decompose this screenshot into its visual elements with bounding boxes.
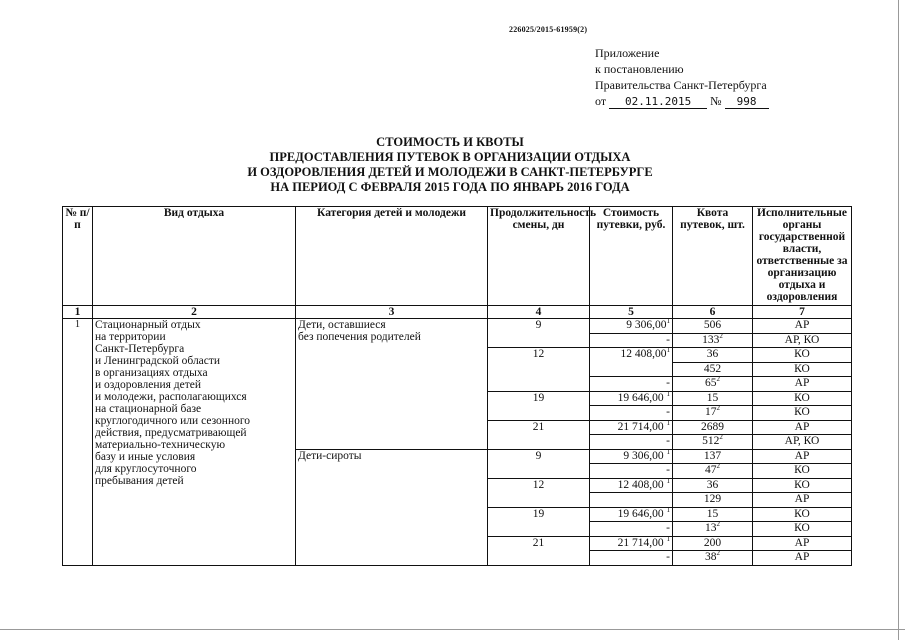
price-value: - <box>666 551 670 563</box>
price-value: 19 646,00 <box>617 507 667 520</box>
duration-cell: 19 <box>488 507 590 536</box>
quota-value: 200 <box>703 536 722 549</box>
header-row <box>63 207 852 306</box>
resolution-date: 02.11.2015 <box>609 96 707 109</box>
col-number-3: 3 <box>296 306 488 319</box>
price-value: 21 714,00 <box>617 420 667 433</box>
col-number-7: 7 <box>753 306 852 319</box>
quota-value: 129 <box>703 493 722 505</box>
authority-cell: КО <box>753 464 852 479</box>
quota-cell <box>673 551 753 566</box>
price-value: 21 714,00 <box>617 536 667 549</box>
quota-footnote: 2 <box>719 331 723 340</box>
price-value: 9 306,00 <box>626 319 667 331</box>
quota-cell <box>673 362 753 377</box>
quota-value: 2689 <box>701 420 724 433</box>
appendix-line-2: к постановлению <box>595 62 684 76</box>
header-quota: Квота путевок, шт. <box>673 207 753 306</box>
quota-table <box>62 206 852 566</box>
col-number-4: 4 <box>488 306 590 319</box>
price-footnote: 1 <box>666 346 670 355</box>
price-footnote: 1 <box>666 447 670 456</box>
quota-cell <box>673 493 753 508</box>
price-cell <box>590 522 673 537</box>
quota-footnote: 2 <box>716 520 720 529</box>
appendix-line-1: Приложение <box>595 46 660 60</box>
price-value: 12 408,00 <box>620 348 667 360</box>
quota-cell <box>673 435 753 450</box>
quota-cell <box>673 536 753 551</box>
quota-value: 36 <box>706 348 719 360</box>
price-cell <box>590 435 673 450</box>
price-footnote: 1 <box>666 389 670 398</box>
quota-value: 15 <box>706 507 719 520</box>
quota-cell <box>673 406 753 421</box>
rest-kind: Стационарный отдых на территории Санкт-Петербурга и Ленинградской области в организациях отдыха и оздоровления детей и молодежи, располагающихся на стационарной базе круглогодичного или сезонного действия, предусматривающей материально-техническую базу и иные условия для круглосуточного пребывания детей <box>93 319 296 566</box>
price-value: 19 646,00 <box>617 391 667 404</box>
date-prefix: от <box>595 94 607 108</box>
quota-cell <box>673 522 753 537</box>
price-cell <box>590 449 673 464</box>
quota-cell <box>673 377 753 392</box>
price-cell <box>590 536 673 551</box>
appendix-line-3: Правительства Санкт-Петербурга <box>595 78 767 92</box>
duration-cell: 21 <box>488 536 590 565</box>
quota-value: 133 <box>702 333 720 346</box>
price-cell <box>590 319 673 334</box>
price-value: - <box>666 435 670 447</box>
header-kind: Вид отдыха <box>93 207 296 306</box>
price-cell <box>590 377 673 392</box>
header-price: Стоимость путевки, руб. <box>590 207 673 306</box>
quota-value: 452 <box>703 362 722 375</box>
price-cell <box>590 406 673 421</box>
col-number-1: 1 <box>63 306 93 319</box>
price-cell <box>590 464 673 479</box>
price-footnote: 1 <box>666 476 670 485</box>
price-footnote: 1 <box>666 534 670 543</box>
authority-cell: АР <box>753 420 852 435</box>
price-value: - <box>666 333 670 346</box>
duration-cell: 12 <box>488 348 590 392</box>
quota-footnote: 2 <box>716 375 720 384</box>
authority-cell: КО <box>753 348 852 363</box>
col-number-2: 2 <box>93 306 296 319</box>
quota-value: 137 <box>703 449 722 462</box>
price-cell <box>590 348 673 377</box>
quota-value: 47 <box>705 464 717 476</box>
document-title <box>0 135 900 195</box>
header-authorities: Исполнительные органы государственной власти, ответственные за организацию отдыха и оздоровления <box>753 207 852 306</box>
price-value: - <box>666 377 670 389</box>
appendix-block <box>595 45 769 109</box>
quota-cell <box>673 333 753 348</box>
quota-cell <box>673 319 753 334</box>
column-numbers-row <box>63 306 852 319</box>
row-number: 1 <box>63 319 93 566</box>
quota-cell <box>673 420 753 435</box>
price-value: 9 306,00 <box>623 449 667 462</box>
quota-footnote: 2 <box>716 404 720 413</box>
header-duration: Продолжительность смены, дн <box>488 207 590 306</box>
price-value: 12 408,00 <box>617 478 667 491</box>
authority-cell: КО <box>753 391 852 406</box>
quota-footnote: 2 <box>719 433 723 442</box>
authority-cell: АР <box>753 493 852 508</box>
duration-cell: 19 <box>488 391 590 420</box>
price-footnote: 1 <box>666 317 670 326</box>
quota-cell <box>673 464 753 479</box>
price-footnote: 1 <box>666 418 670 427</box>
number-prefix: № <box>710 94 722 108</box>
category-orphans: Дети-сироты <box>296 449 488 565</box>
price-cell <box>590 391 673 406</box>
price-cell <box>590 493 673 508</box>
authority-cell: АР <box>753 551 852 566</box>
quota-cell <box>673 507 753 522</box>
header-category: Категория детей и молодежи <box>296 207 488 306</box>
quota-cell <box>673 449 753 464</box>
authority-cell: КО <box>753 478 852 493</box>
authority-cell: АР <box>753 449 852 464</box>
quota-footnote: 2 <box>716 462 720 471</box>
price-footnote: 1 <box>666 505 670 514</box>
quota-value: 36 <box>706 478 719 491</box>
resolution-number: 998 <box>725 96 769 109</box>
duration-cell: 9 <box>488 449 590 478</box>
price-cell <box>590 420 673 435</box>
quota-value: 15 <box>706 391 719 404</box>
quota-footnote: 2 <box>716 549 720 558</box>
quota-value: 38 <box>705 551 717 563</box>
table-row <box>63 319 852 334</box>
quota-cell <box>673 348 753 363</box>
title-line-1: СТОИМОСТЬ И КВОТЫ <box>376 135 524 149</box>
quota-value: 17 <box>705 406 717 418</box>
quota-value: 13 <box>705 522 717 534</box>
authority-cell: КО <box>753 522 852 537</box>
header-no: № п/п <box>63 207 93 306</box>
col-number-5: 5 <box>590 306 673 319</box>
title-line-3: И ОЗДОРОВЛЕНИЯ ДЕТЕЙ И МОЛОДЕЖИ В САНКТ-ПЕТЕРБУРГЕ <box>247 165 653 179</box>
authority-cell: АР, КО <box>753 333 852 348</box>
price-value: - <box>666 406 670 418</box>
quota-value: 506 <box>703 319 722 331</box>
authority-cell: АР, КО <box>753 435 852 450</box>
authority-cell: АР <box>753 319 852 334</box>
duration-cell: 21 <box>488 420 590 449</box>
quota-table-body <box>63 207 852 566</box>
price-cell <box>590 551 673 566</box>
price-value: - <box>666 522 670 534</box>
authority-cell: КО <box>753 406 852 421</box>
document-number: 226025/2015-61959(2) <box>509 25 588 34</box>
price-cell <box>590 507 673 522</box>
price-value: - <box>666 464 670 476</box>
category-orphans-without-care: Дети, оставшиеся без попечения родителей <box>296 319 488 450</box>
authority-cell: КО <box>753 362 852 377</box>
authority-cell: АР <box>753 377 852 392</box>
page-bottom-line <box>0 629 905 630</box>
appendix-date-line <box>595 93 769 109</box>
duration-cell: 12 <box>488 478 590 507</box>
authority-cell: КО <box>753 507 852 522</box>
price-cell <box>590 478 673 493</box>
col-number-6: 6 <box>673 306 753 319</box>
page-edge-line <box>898 0 899 640</box>
authority-cell: АР <box>753 536 852 551</box>
quota-cell <box>673 391 753 406</box>
duration-cell: 9 <box>488 319 590 348</box>
price-cell <box>590 333 673 348</box>
quota-cell <box>673 478 753 493</box>
quota-value: 512 <box>702 435 720 447</box>
quota-value: 65 <box>705 377 717 389</box>
title-line-2: ПРЕДОСТАВЛЕНИЯ ПУТЕВОК В ОРГАНИЗАЦИИ ОТДЫХА <box>269 150 631 164</box>
title-line-4: НА ПЕРИОД С ФЕВРАЛЯ 2015 ГОДА ПО ЯНВАРЬ 2016 ГОДА <box>270 180 630 194</box>
